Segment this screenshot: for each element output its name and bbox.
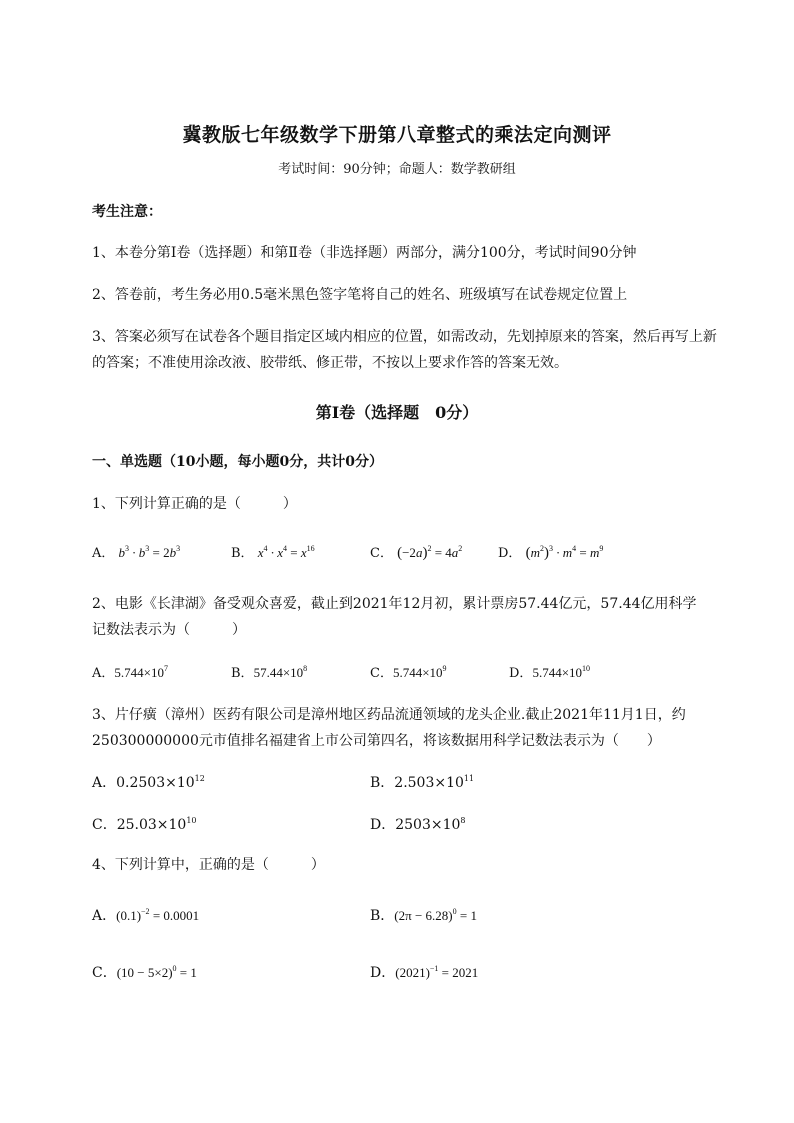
q4-option-a (92, 905, 199, 925)
notice-item-3-cont: 的答案；不准使用涂改液、胶带纸、修正带，不按以上要求作答的答案无效。 (92, 355, 568, 371)
q2-stem-line2: 记数法表示为（ ） (92, 622, 246, 638)
option-label: B． (370, 908, 395, 924)
formula-result: = 1 (456, 908, 477, 923)
q4-stem: 4、下列计算中，正确的是（ ） (92, 857, 325, 873)
exponent: 11 (463, 774, 475, 783)
option-value: 5.744×10 (392, 665, 443, 680)
option-label: A． (92, 775, 117, 791)
q1-option-d (498, 542, 603, 562)
exponent: 7 (163, 664, 168, 673)
option-label: D． (370, 965, 396, 981)
exponent: 0 (172, 964, 177, 973)
option-label: C． (92, 965, 117, 981)
q4-option-b (370, 905, 477, 925)
option-label: A． (92, 666, 115, 681)
exponent: −2 (141, 907, 150, 916)
option-value: 57.44×10 (253, 665, 304, 680)
exponent: 8 (303, 664, 308, 673)
q3-option-d (370, 814, 466, 834)
option-label: C． (92, 817, 117, 833)
option-label: B． (231, 666, 254, 681)
exponent: 12 (194, 774, 205, 783)
option-label: D． (498, 546, 522, 561)
page-title: 冀教版七年级数学下册第八章整式的乘法定向测评 (182, 124, 612, 146)
q3-stem-line2: 250300000000元市值排名福建省上市公司第四名，将该数据用科学记数法表示为（ ） (92, 733, 661, 749)
q3-option-b (370, 772, 474, 792)
notice-item-3: 3、答案必须写在试卷各个题目指定区域内相应的位置，如需改动，先划掉原来的答案，然后再写上新 (92, 329, 717, 345)
exponent: 10 (582, 664, 591, 673)
formula-result: = 2021 (438, 965, 479, 980)
exponent: 8 (460, 816, 466, 825)
q1-option-a (92, 542, 180, 561)
formula-result: = 0.0001 (149, 908, 200, 923)
q2-stem-line1: 2、电影《长津湖》备受观众喜爱，截止到2021年12月初，累计票房57.44亿元，57.44亿用科学 (92, 596, 697, 612)
exponent: 9 (442, 664, 447, 673)
q3-stem-line1: 3、片仔癀（漳州）医药有限公司是漳州地区药品流通领域的龙头企业.截止2021年11月1日，约 (92, 707, 686, 723)
option-value: 5.744×10 (532, 665, 583, 680)
formula-base: (2021) (395, 965, 430, 980)
option-label: D． (370, 817, 396, 833)
q3-option-c (92, 814, 197, 834)
exponent: 0 (452, 907, 457, 916)
q1-stem: 1、下列计算正确的是（ ） (92, 496, 297, 512)
formula: $x^4 \cdot x^4 = x^{16}$ (257, 544, 315, 560)
formula: $(m^2)^3 \cdot m^4 = m^9$ (525, 544, 604, 561)
option-label: A． (92, 546, 115, 561)
section-title: 第I卷（选择题 0分） (315, 403, 479, 422)
option-value: 5.744×10 (114, 665, 164, 680)
q2-option-c (370, 662, 447, 681)
option-value: 25.03×10 (116, 817, 187, 833)
option-value: 2503×10 (395, 817, 461, 833)
notice-item-1: 1、本卷分第I卷（选择题）和第Ⅱ卷（非选择题）两部分，满分100分，考试时间90分钟 (92, 245, 637, 261)
notice-item-2: 2、答卷前，考生务必用0.5毫米黑色签字笔将自己的姓名、班级填写在试卷规定位置上 (92, 287, 628, 303)
option-value: 0.2503×10 (116, 775, 195, 791)
option-value: 2.503×10 (394, 775, 464, 791)
formula-result: = 1 (176, 965, 197, 980)
formula: $b^3 \cdot b^3 = 2b^3$ (118, 544, 181, 560)
exponent: 10 (186, 816, 197, 825)
question-type-heading: 一、单选题（10小题，每小题0分，共计0分） (92, 454, 383, 470)
option-label: B． (370, 775, 395, 791)
option-label: B． (231, 546, 254, 561)
q2-option-a (92, 662, 168, 681)
option-label: C． (370, 546, 393, 561)
q1-option-b (231, 542, 315, 561)
formula-base: (2π − 6.28) (394, 908, 453, 923)
formula: $(-2a)^2 = 4a^2$ (397, 544, 463, 561)
q3-option-a (92, 772, 205, 792)
q1-option-c (370, 542, 462, 562)
q4-option-d (370, 962, 478, 982)
notice-heading: 考生注意： (92, 204, 162, 220)
formula-base: (10 − 5×2) (116, 965, 173, 980)
option-label: A． (92, 908, 117, 924)
q2-option-d (509, 662, 590, 681)
exponent: −1 (429, 964, 439, 973)
option-label: D． (509, 666, 533, 681)
q4-option-c (92, 962, 197, 982)
formula-base: (0.1) (116, 908, 142, 923)
exam-info: 考试时间：90分钟；命题人：数学教研组 (278, 162, 516, 177)
q2-option-b (231, 662, 307, 681)
option-label: C． (370, 666, 393, 681)
